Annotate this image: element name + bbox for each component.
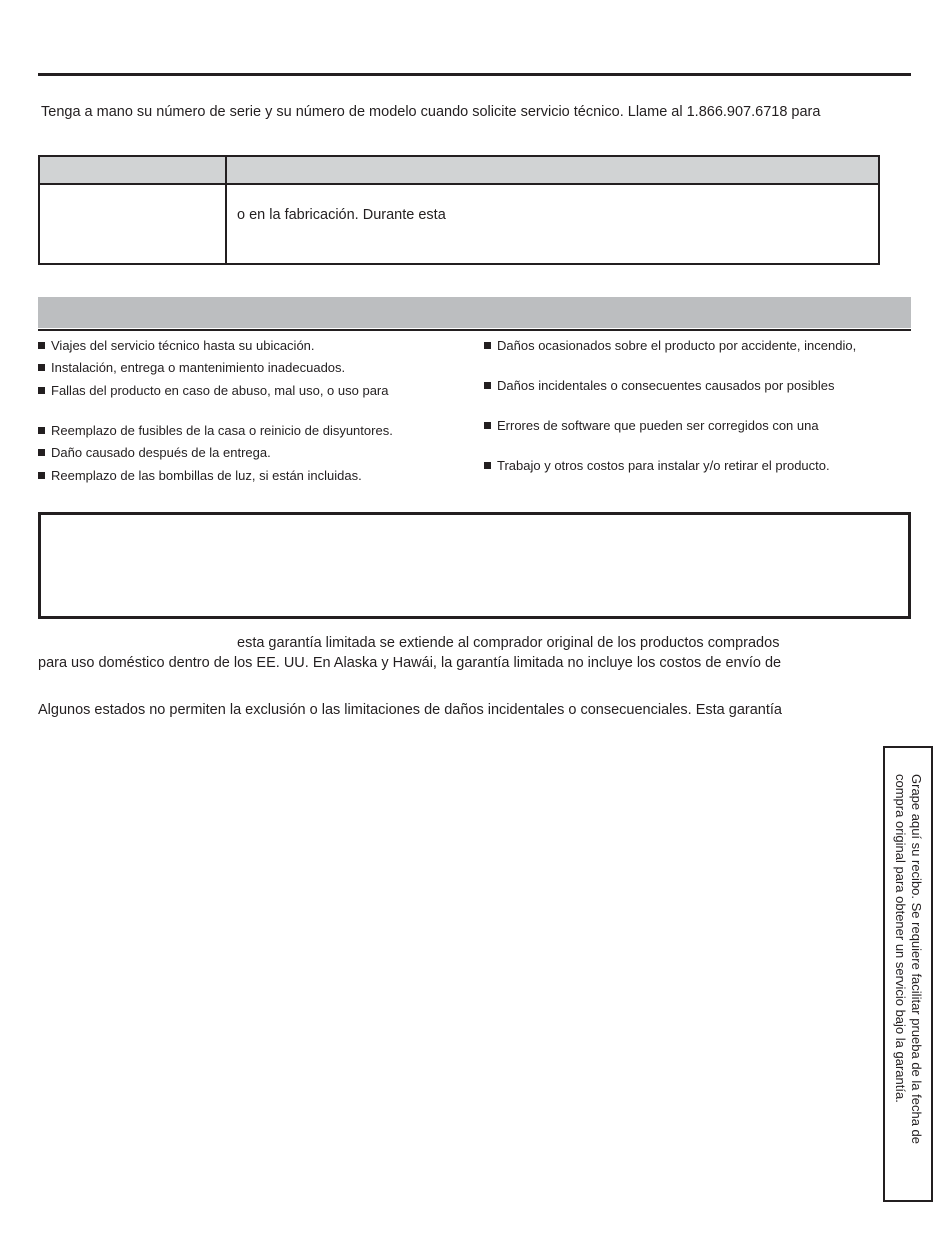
bullet-square-icon	[38, 364, 45, 371]
list-item: Daños ocasionados sobre el producto por accidente, incendio,	[484, 338, 856, 353]
notice-box	[38, 512, 911, 619]
warranty-table-header	[40, 157, 878, 185]
list-item: Reemplazo de las bombillas de luz, si están incluidas.	[38, 468, 362, 483]
bullet-square-icon	[38, 449, 45, 456]
service-intro-text: Tenga a mano su número de serie y su número de modelo cuando solicite servicio técnico. Llame al 1.866.907.6718 para	[41, 104, 821, 120]
bullet-square-icon	[38, 472, 45, 479]
not-covered-header-bar	[38, 297, 911, 328]
list-item: Reemplazo de fusibles de la casa o reinicio de disyuntores.	[38, 423, 393, 438]
warranty-table-divider	[225, 157, 227, 263]
top-rule	[38, 73, 911, 76]
list-item: Trabajo y otros costos para instalar y/o retirar el producto.	[484, 458, 830, 473]
bullet-square-icon	[484, 342, 491, 349]
list-item: Instalación, entrega o mantenimiento inadecuados.	[38, 360, 345, 375]
staple-receipt-text: Grape aquí su recibo. Se requiere facilitar prueba de la fecha de compra original para obtener un servicio bajo la garantía.	[893, 774, 924, 1145]
staple-receipt-box	[883, 746, 933, 1202]
list-item: Daño causado después de la entrega.	[38, 445, 271, 460]
bullet-square-icon	[38, 427, 45, 434]
list-item: Viajes del servicio técnico hasta su ubicación.	[38, 338, 315, 353]
warranty-table-cell: o en la fabricación. Durante esta	[237, 207, 446, 223]
bullet-square-icon	[484, 422, 491, 429]
state-rights-paragraph: Algunos estados no permiten la exclusión o las limitaciones de daños incidentales o consecuenciales. Esta garantía	[38, 702, 782, 718]
bullet-square-icon	[484, 382, 491, 389]
not-covered-rule	[38, 329, 911, 331]
bullet-square-icon	[38, 342, 45, 349]
list-item: Daños incidentales o consecuentes causados por posibles	[484, 378, 835, 393]
warranty-table	[38, 155, 880, 265]
bullet-square-icon	[38, 387, 45, 394]
list-item: Fallas del producto en caso de abuso, mal uso, o uso para	[38, 383, 389, 398]
bullet-square-icon	[484, 462, 491, 469]
limited-warranty-paragraph-line-2: para uso doméstico dentro de los EE. UU. En Alaska y Hawái, la garantía limitada no incluye los costos de envío de	[38, 655, 782, 671]
limited-warranty-paragraph-line-1: esta garantía limitada se extiende al comprador original de los productos comprados	[237, 635, 780, 651]
list-item: Errores de software que pueden ser corregidos con una	[484, 418, 819, 433]
